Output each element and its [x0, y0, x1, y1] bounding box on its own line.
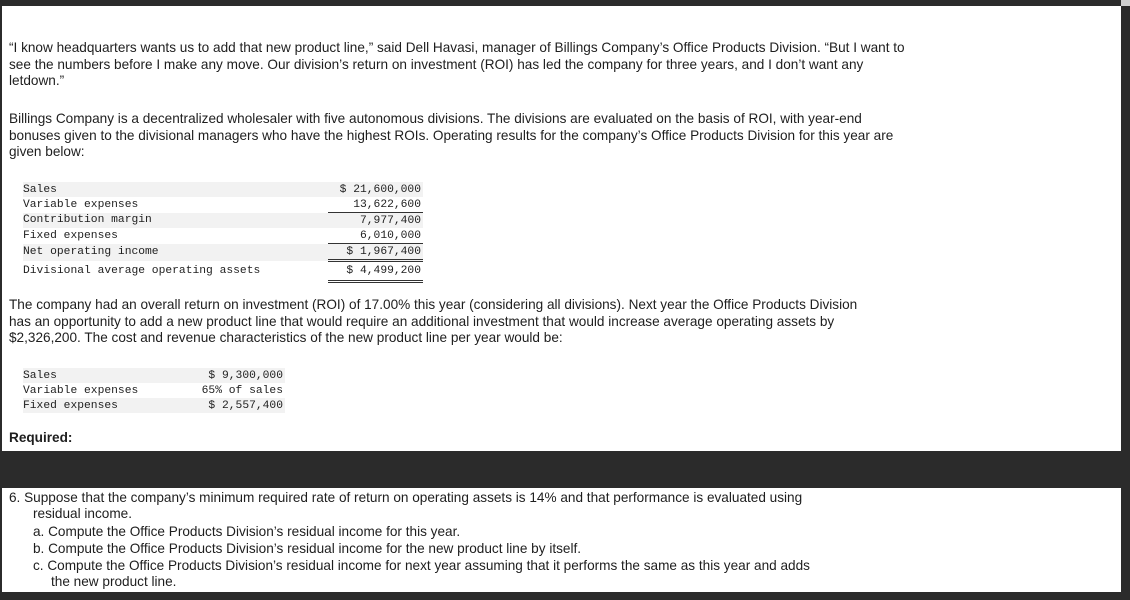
- table-row: [23, 213, 423, 229]
- row-label: Fixed expenses: [23, 229, 118, 242]
- row-label: Variable expenses: [23, 198, 139, 211]
- question-6b: b. Compute the Office Products Division’s residual income for the new product line by itself.: [33, 541, 582, 556]
- question-6-text-cont: residual income.: [33, 506, 132, 521]
- question-6-text: 6. Suppose that the company’s minimum required rate of return on operating assets is 14% and that performance is evaluated using: [9, 490, 803, 505]
- table-row: [23, 197, 423, 213]
- paragraph-3: The company had an overall return on investment (ROI) of 17.00% this year (considering all divisions). Next year the Office Products Division has an opportunity to add a new product line that would require an additional investment that would increase average operating assets by $2,326,200. The cost and revenue characteristics of the new product line per year would be:: [9, 297, 858, 345]
- question-6c-cont: the new product line.: [51, 574, 177, 589]
- row-label: Divisional average operating assets: [23, 265, 261, 277]
- question-panel: [2, 488, 1121, 592]
- table-row: [23, 368, 285, 383]
- row-value: $ 1,967,400: [328, 244, 423, 261]
- required-heading: Required:: [9, 430, 73, 445]
- problem-panel: [2, 6, 1121, 451]
- row-value: $ 9,300,000: [195, 368, 285, 383]
- row-label: Sales: [23, 368, 195, 383]
- row-label: Fixed expenses: [23, 398, 195, 413]
- table-row: [23, 182, 423, 197]
- row-label: Contribution margin: [23, 213, 328, 229]
- question-6c: c. Compute the Office Products Division’s residual income for next year assuming that it performs the same as this year and adds: [33, 558, 810, 573]
- operating-results-table: [23, 182, 423, 283]
- scrollbar-thumb[interactable]: [1121, 0, 1130, 6]
- row-value: 65% of sales: [201, 384, 283, 397]
- row-label: Variable expenses: [23, 384, 139, 397]
- table-row: [23, 398, 285, 413]
- table-row: [23, 383, 285, 398]
- row-value: $ 4,499,200: [328, 261, 423, 282]
- new-product-table: [23, 368, 285, 413]
- intro-paragraph-1: “I know headquarters wants us to add that new product line,” said Dell Havasi, manager of Billings Company’s Office Products Division. “But I want to see the numbers before I make any move. Our division’s return on investment (ROI) has led the company for three years, and I don’t want any letdown.”: [9, 40, 905, 88]
- row-value: 13,622,600: [328, 197, 423, 213]
- table-row: [23, 244, 423, 261]
- row-label: Net operating income: [23, 244, 328, 261]
- table-row: [23, 261, 423, 282]
- row-value: 7,977,400: [328, 213, 423, 229]
- row-value: $ 2,557,400: [195, 398, 285, 413]
- intro-paragraph-2: Billings Company is a decentralized wholesaler with five autonomous divisions. The divisions are evaluated on the basis of ROI, with year-end bonuses given to the divisional managers who have the highest ROIs. Operating results for the company’s Office Products Division for this year are given below:: [9, 111, 894, 159]
- row-value: 6,010,000: [328, 228, 423, 244]
- row-label: Sales: [23, 182, 328, 197]
- table-row: [23, 228, 423, 244]
- question-6a: a. Compute the Office Products Division’s residual income for this year.: [33, 524, 461, 539]
- row-value: $ 21,600,000: [328, 182, 423, 197]
